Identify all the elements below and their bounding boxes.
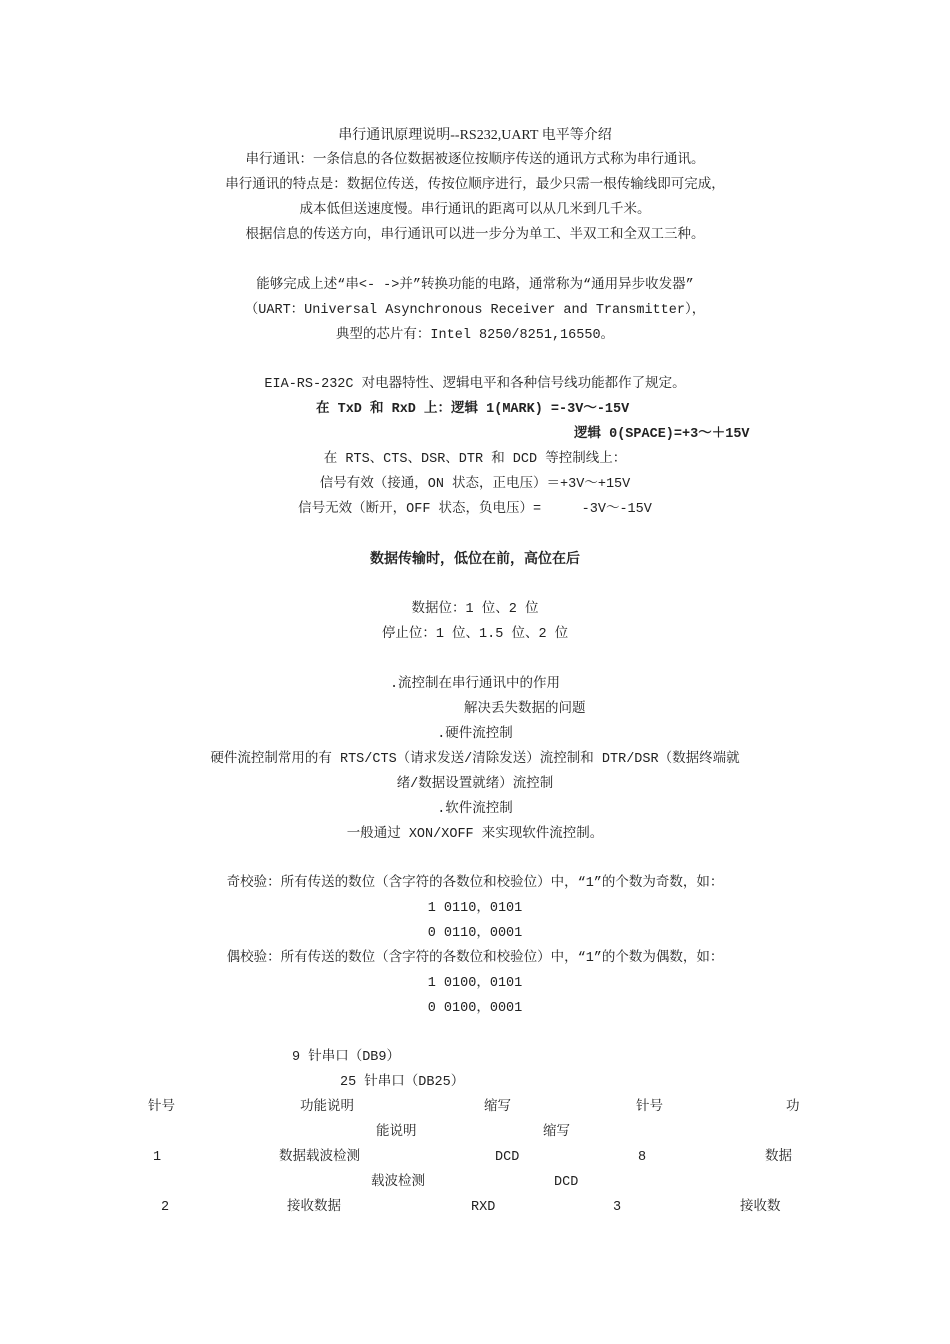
pin-row-1-pin-2: 8 (638, 1150, 647, 1165)
db9-heading: 9 针串口（DB9） (292, 1050, 401, 1065)
pin-row-2-abbr: RXD (471, 1200, 496, 1215)
uart-line-2: （UART：Universal Asynchronous Receiver and Transmitter）， (244, 303, 706, 318)
pin-header-abbr: 缩写 (484, 1100, 511, 1115)
pin-row-2-pin: 2 (161, 1200, 170, 1215)
rs232-control-lines: 在 RTS、CTS、DSR、DTR 和 DCD 等控制线上： (323, 452, 627, 467)
even-parity-example-2: 0 0100，0001 (427, 1001, 523, 1016)
pin-row-1-pin: 1 (153, 1150, 162, 1165)
odd-parity-desc: 奇校验：所有传送的数位（含字符的各数位和校验位）中，“1”的个数为奇数，如： (226, 876, 724, 891)
uart-line-3: 典型的芯片有：Intel 8250/8251,16550。 (335, 328, 615, 343)
data-bits: 数据位：1 位、2 位 (411, 602, 539, 617)
rs232-signal-invalid: 信号无效（断开，OFF 状态，负电压）= -3V～-15V (298, 502, 652, 517)
db25-heading: 25 针串口（DB25） (340, 1075, 465, 1090)
pin-row-1-abbr-2: DCD (554, 1175, 579, 1190)
rs232-logic-0: 逻辑 0(SPACE)=+3～＋15V (574, 427, 750, 442)
pin-header-pin-2: 针号 (636, 1100, 663, 1115)
pin-row-1-function: 数据载波检测 (279, 1150, 360, 1165)
intro-line-4: 根据信息的传送方向，串行通讯可以进一步分为单工、半双工和全双工三种。 (245, 228, 705, 243)
pin-header-abbr-2: 缩写 (543, 1125, 570, 1140)
pin-header-function-2-part-b: 能说明 (376, 1125, 417, 1140)
pin-header-function: 功能说明 (300, 1100, 354, 1115)
even-parity-example-1: 1 0100，0101 (427, 976, 523, 991)
hw-flow-desc-1: 硬件流控制常用的有 RTS/CTS（请求发送/清除发送）流控制和 DTR/DSR（数据终端就 (210, 752, 740, 767)
pin-row-1-abbr: DCD (495, 1150, 520, 1165)
rs232-signal-valid: 信号有效（接通，ON 状态，正电压）＝+3V～+15V (319, 477, 631, 492)
pin-header-pin: 针号 (148, 1100, 175, 1115)
pin-row-2-function-2-part-a: 接收数 (740, 1200, 781, 1215)
pin-header-function-2-part-a: 功 (786, 1100, 800, 1115)
intro-line-1: 串行通讯：一条信息的各位数据被逐位按顺序传送的通讯方式称为串行通讯。 (245, 153, 705, 168)
rs232-intro: EIA-RS-232C 对电器特性、逻辑电平和各种信号线功能都作了规定。 (264, 377, 686, 392)
odd-parity-example-2: 0 0110，0001 (427, 926, 523, 941)
odd-parity-example-1: 1 0110，0101 (427, 901, 523, 916)
document-title: 串行通讯原理说明--RS232,UART 电平等介绍 (338, 128, 612, 143)
even-parity-desc: 偶校验：所有传送的数位（含字符的各数位和校验位）中，“1”的个数为偶数，如： (226, 951, 724, 966)
uart-line-1: 能够完成上述“串<- ->并”转换功能的电路，通常称为“通用异步收发器” (256, 278, 694, 293)
rs232-logic-1: 在 TxD 和 RxD 上：逻辑 1(MARK) =-3V～-15V (316, 402, 630, 417)
hw-flow-desc-2: 绪/数据设置就绪）流控制 (396, 777, 554, 792)
pin-row-2-function: 接收数据 (287, 1200, 341, 1215)
pin-row-1-function-2-part-a: 数据 (765, 1150, 792, 1165)
pin-row-1-function-2-part-b: 载波检测 (371, 1175, 425, 1190)
pin-row-2-pin-2: 3 (613, 1200, 622, 1215)
flow-control-purpose: 解决丢失数据的问题 (464, 702, 586, 717)
intro-line-3: 成本低但送速度慢。串行通讯的距离可以从几米到几千米。 (299, 203, 651, 218)
bit-order-heading: 数据传输时，低位在前，高位在后 (370, 552, 580, 567)
hw-flow-heading: .硬件流控制 (437, 727, 513, 742)
flow-control-heading: .流控制在串行通讯中的作用 (389, 677, 561, 692)
sw-flow-heading: .软件流控制 (437, 802, 513, 817)
sw-flow-desc: 一般通过 XON/XOFF 来实现软件流控制。 (346, 827, 604, 842)
stop-bits: 停止位：1 位、1.5 位、2 位 (381, 627, 569, 642)
intro-line-2: 串行通讯的特点是：数据位传送，传按位顺序进行，最少只需一根传输线即可完成， (225, 178, 725, 193)
